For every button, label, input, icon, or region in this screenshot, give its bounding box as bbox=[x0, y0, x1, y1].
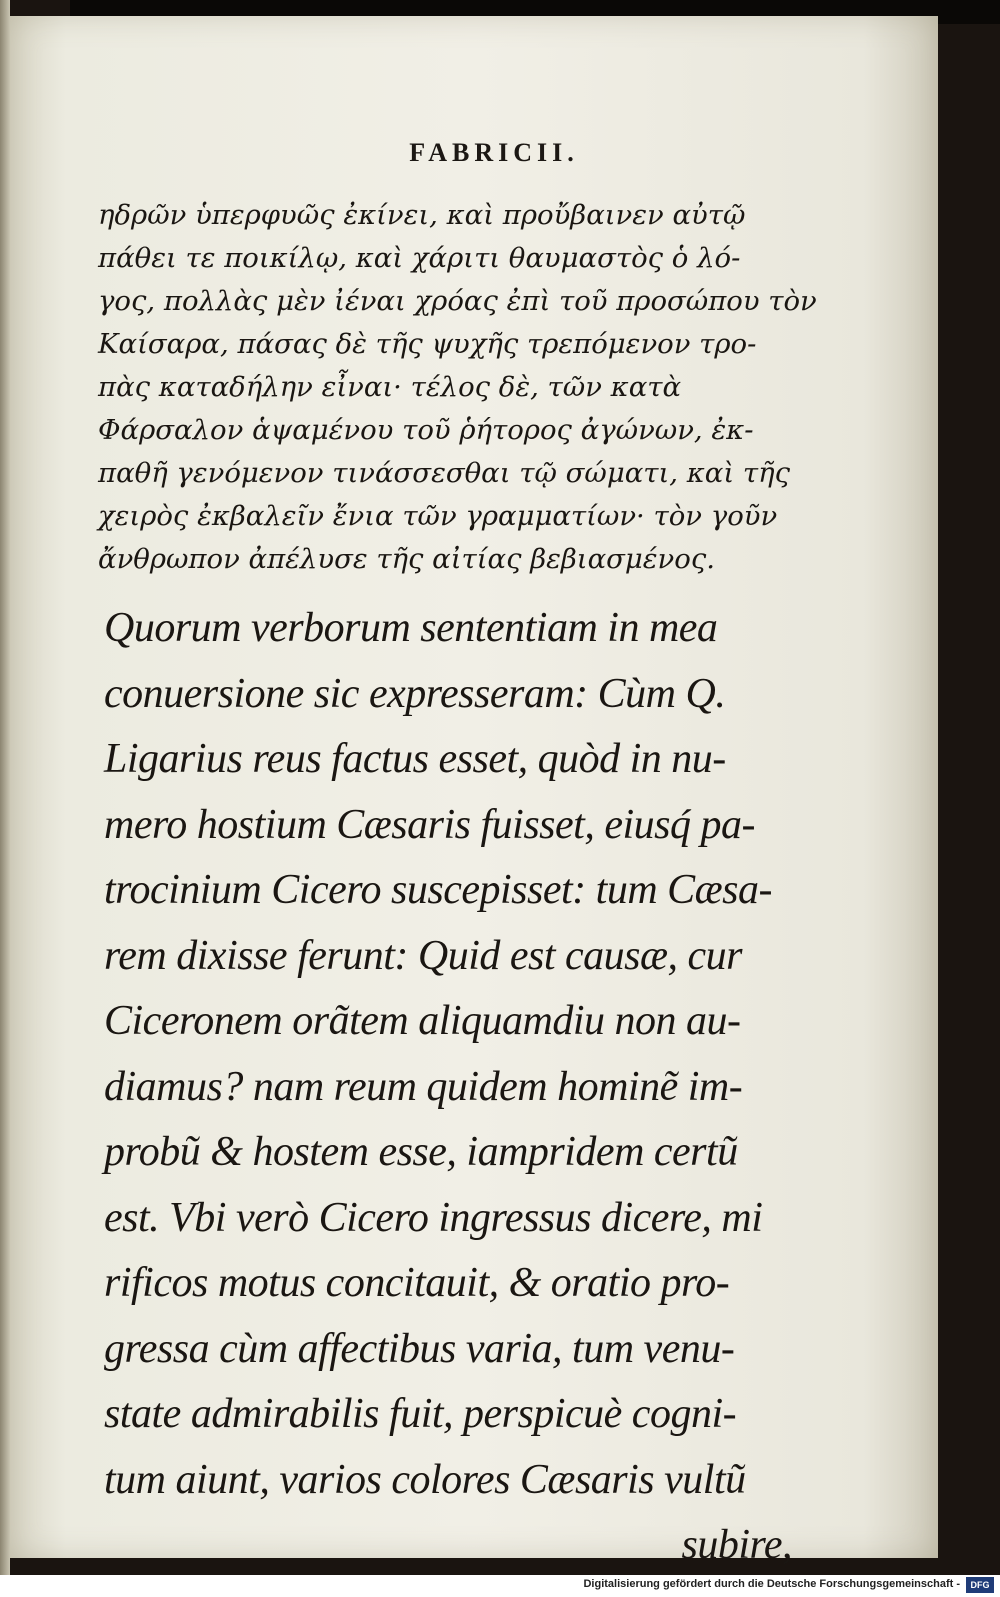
greek-line: παθῆ γενόμενον τινάσσεσθαι τῷ σώματι, καὶ τῆς bbox=[98, 457, 790, 489]
greek-line: πάθει τε ποικίλῳ, καὶ χάριτι θαυμαστὸς ὁ λό- bbox=[98, 242, 741, 274]
latin-line: Ligarius reus factus esset, quòd in nu- bbox=[104, 736, 726, 782]
book-page bbox=[10, 16, 938, 1568]
latin-line: diamus? nam reum quidem hominẽ im- bbox=[104, 1063, 743, 1110]
latin-text-block bbox=[104, 596, 804, 1575]
greek-text-block bbox=[98, 194, 817, 581]
greek-line: ηδρῶν ὑπερφυῶς ἐκίνει, καὶ προὔβαινεν αὐτῷ bbox=[98, 199, 746, 231]
latin-line: Quorum verborum sententiam in mea bbox=[104, 605, 718, 651]
greek-line: χειρὸς ἐκβαλεῖν ἔνια τῶν γραμματίων· τὸν γοῦν bbox=[98, 500, 778, 532]
latin-line: gressa cùm affectibus varia, tum venu- bbox=[104, 1325, 735, 1372]
latin-line: trocinium Cicero suscepisset: tum Cæsa- bbox=[104, 867, 773, 913]
latin-line: rem dixisse ferunt: Quid est causæ, cur bbox=[104, 932, 743, 979]
latin-line: probũ & hostem esse, iampridem certũ bbox=[104, 1129, 738, 1175]
running-head: FABRICII. bbox=[409, 138, 579, 167]
catchword: subire, bbox=[681, 1522, 792, 1568]
funding-credit: Digitalisierung gefördert durch die Deutsche Forschungsgemeinschaft - bbox=[583, 1578, 960, 1590]
page-edge bbox=[0, 0, 10, 1575]
latin-line: rificos motus concitauit, & oratio pro- bbox=[104, 1260, 730, 1306]
latin-line: mero hostium Cæsaris fuisset, eiusq́ pa- bbox=[104, 801, 755, 848]
greek-line: Φάρσαλον ἁψαμένου τοῦ ῥήτορος ἀγώνων, ἐκ- bbox=[98, 414, 754, 446]
greek-line: γος, πολλὰς μὲν ἰέναι χρόας ἐπὶ τοῦ προσώπου τὸν bbox=[98, 285, 817, 317]
latin-line: conuersione sic expresseram: Cùm Q. bbox=[104, 670, 726, 717]
greek-line: Καίσαρα, πάσας δὲ τῆς ψυχῆς τρεπόμενον τρο- bbox=[98, 328, 757, 360]
digitization-footer bbox=[0, 1575, 1000, 1597]
latin-line: state admirabilis fuit, perspicuè cogni- bbox=[104, 1391, 737, 1437]
greek-line: ἄνθρωπον ἀπέλυσε τῆς αἰτίας βεβιασμένος. bbox=[98, 543, 715, 575]
latin-line: est. Vbi verò Cicero ingressus dicere, mi bbox=[104, 1194, 763, 1241]
greek-line: πὰς καταδήλην εἶναι· τέλος δὲ, τῶν κατὰ bbox=[98, 371, 682, 403]
latin-line: Ciceronem orãtem aliquamdiu non au- bbox=[104, 998, 741, 1044]
dfg-logo: DFG bbox=[966, 1577, 994, 1593]
latin-line: tum aiunt, varios colores Cæsaris vultũ bbox=[104, 1456, 746, 1503]
